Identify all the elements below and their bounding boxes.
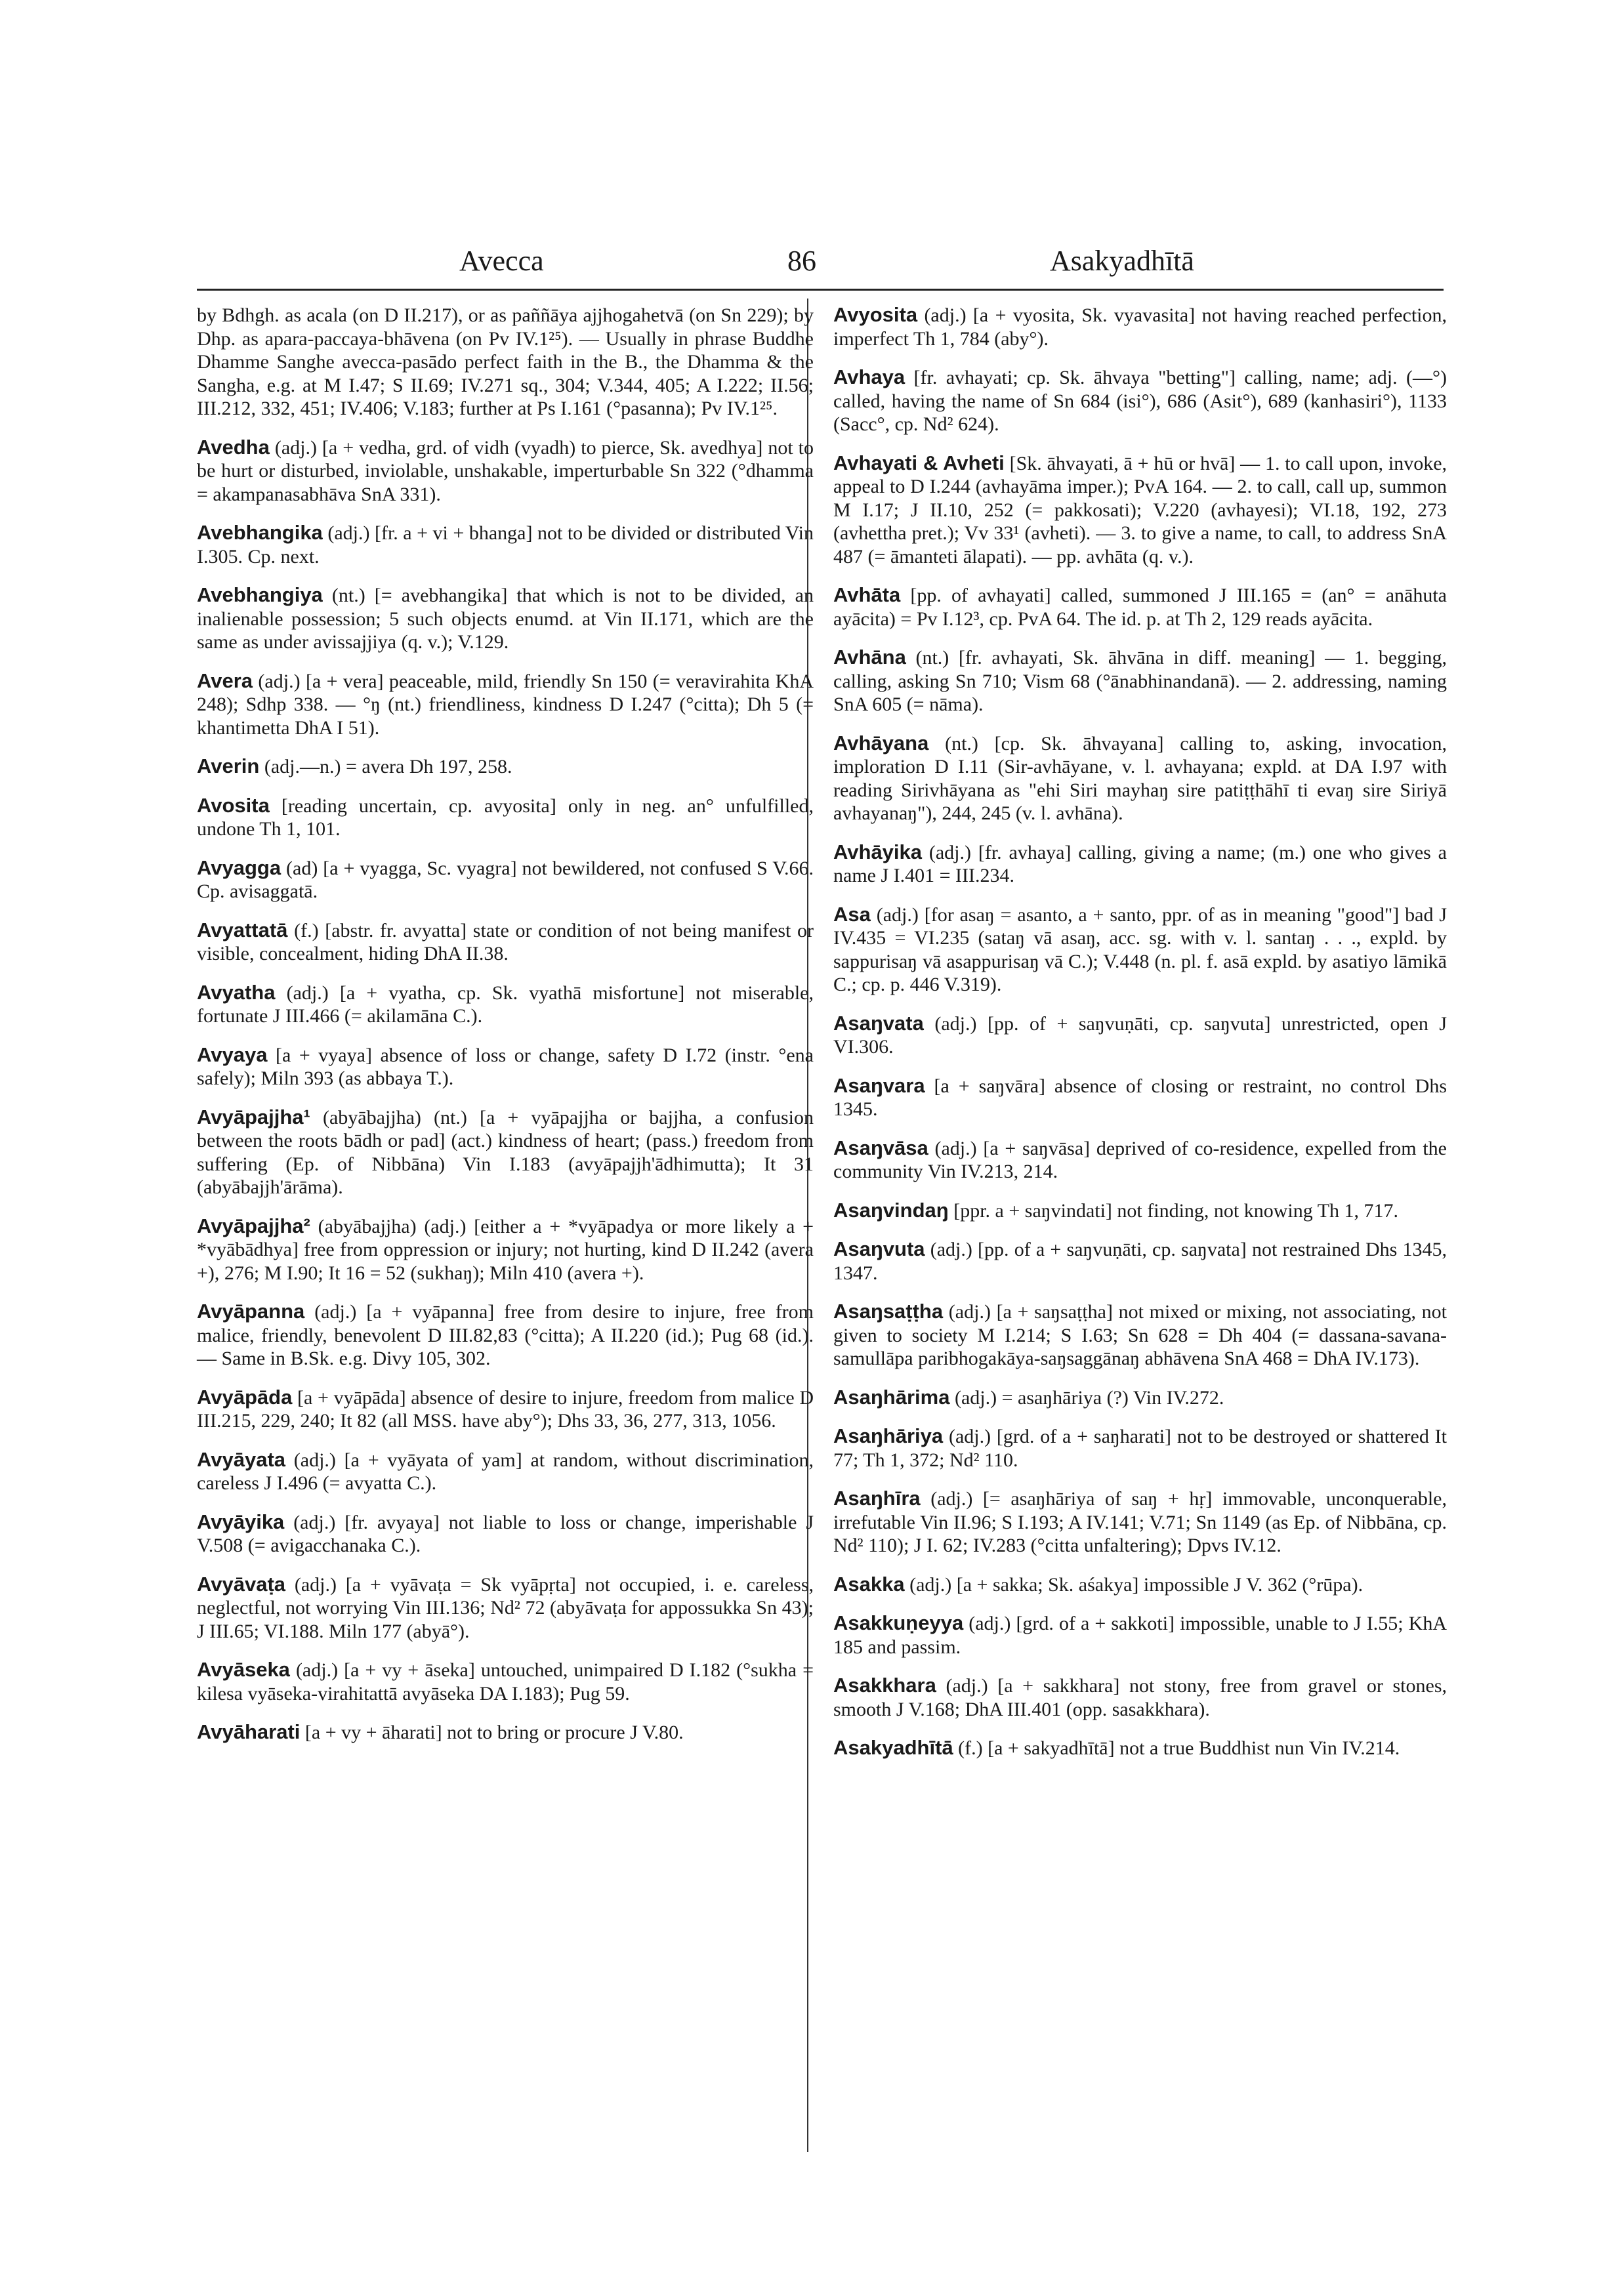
entry-headword: Asaŋvata [833,1011,924,1035]
entry-headword: Avyāyika [197,1510,285,1533]
entry-definition: (nt.) [= avebhangika] that which is not to be divided, an inalienable possession; 5 such objects enumd. at Vin II.171, which are the same as under avissajjiya (q. v.); V.129. [197,585,814,653]
entry-definition: (adj.) [pp. of a + saŋvuṇāti, cp. saŋvata] not restrained Dhs 1345, 1347. [833,1239,1447,1284]
entry-definition: [Sk. āhvayati, ā + hū or hvā] — 1. to call upon, invoke, appeal to D I.244 (avhayāma imper.); PvA 164. — 2. to call, call up, summon M I.17; J II.10, 252 (= pakkosati); V.220 (avhayesi); VI.18, 192, 273 (avhettha pret.); Vv 33¹ (avheti). — 3. to give a name, to call, to address SnA 487 (= āmanteti ālapati). — pp. avhāta (q. v.). [833,452,1447,568]
dictionary-entry [833,1300,1447,1371]
entry-headword: Avyosita [833,303,918,326]
entry-definition: (adj.) [a + vyosita, Sk. vyavasita] not having reached perfection, imperfect Th 1, 784 (aby°). [833,304,1447,350]
entry-headword: Avhaya [833,365,906,388]
entry-headword: Avhāna [833,646,906,669]
entry-headword: Asaŋvindaŋ [833,1198,949,1222]
entry-headword: Avhāta [833,583,901,606]
entry-headword: Avhāyana [833,731,929,755]
dictionary-entry [833,1573,1447,1597]
dictionary-entry [833,1237,1447,1285]
entry-definition: (adj.) [fr. a + vi + bhanga] not to be divided or distributed Vin I.305. Cp. next. [197,522,814,568]
entry-definition: (adj.) [a + saŋsaṭṭha] not mixed or mixing, not associating, not given to society M I.214; S I.63; Sn 628 = Dh 404 (= dassana-savana-samullāpa paribhogakāya-saŋsaggānaŋ abhāvena SnA 468 = DhA IV.173). [833,1301,1447,1369]
dictionary-entry [833,1487,1447,1558]
running-header [197,244,1444,283]
entry-definition: [pp. of avhayati] called, summoned J III.165 = (an° = anāhuta ayācita) = Pv I.12³, cp. PvA 64. The id. p. at Th 2, 129 reads ayācita. [833,585,1447,630]
entry-headword: Asa [833,902,871,926]
dictionary-entry [197,1720,814,1745]
entry-headword: Avebhangika [197,521,323,544]
entry-definition: (adj.) [a + vyāpanna] free from desire to injure, free from malice, friendly, benevolent D III.82,83 (°citta); A II.220 (id.); Pug 68 (id.). — Same in B.Sk. e.g. Divy 105, 302. [197,1301,814,1369]
dictionary-entry [197,1106,814,1199]
entry-headword: Avera [197,669,253,692]
dictionary-entry [197,1510,814,1558]
entry-headword: Avedha [197,435,270,459]
entry-definition: by Bdhgh. as acala (on D II.217), or as paññāya ajjhogahetvā (on Sn 229); by Dhp. as apara-paccaya-bhāvena (on Pv IV.1²⁵). — Usually in phrase Buddhe Dhamme Sanghe avecca-pasādo perfect faith in the B., the Dhamma & the Sangha, e.g. at M I.47; S II.69; IV.271 sq., 304; V.344, 405; A I.222; II.56; III.212, 332, 451; IV.406; V.183; further at Ps I.161 (°pasanna); Pv IV.1²⁵. [197,304,814,419]
entry-headword: Avyaya [197,1043,268,1066]
entry-headword: Averin [197,755,260,777]
dictionary-entry [833,732,1447,825]
entry-definition: [a + vyāpāda] absence of desire to injure, freedom from malice D III.215, 229, 240; It 82 (all MSS. have aby°); Dhs 33, 36, 277, 313, 1056. [197,1386,814,1432]
entry-definition: (adj.) [fr. avyaya] not liable to loss or change, imperishable J V.508 (= avigacchanaka C.). [197,1511,814,1556]
entry-definition: (adj.) [a + vedha, grd. of vidh (vyadh) to pierce, Sk. avedhya] not to be hurt or disturbed, inviolable, unshakable, imperturbable Sn 322 (°dhamma = akampanasabhāva SnA 331). [197,436,814,505]
dictionary-entry [197,1300,814,1371]
entry-headword: Avyāpajjha¹ [197,1105,310,1128]
entry-definition: (adj.) [fr. avhaya] calling, giving a name; (m.) one who gives a name J I.401 = III.234. [833,841,1447,886]
entry-definition: (adj.) [a + vera] peaceable, mild, friendly Sn 150 (= veravirahita KhA 248); Sdhp 338. — °ŋ (nt.) friendliness, kindness D I.247 (°citta); Dh 5 (= khantimetta DhA I 51). [197,670,814,739]
entry-headword: Avyāyata [197,1447,286,1471]
dictionary-entry [197,1448,814,1495]
dictionary-entry [833,1386,1447,1410]
entry-definition: (adj.) [= asaŋhāriya of saŋ + hṛ] immovable, unconquerable, irrefutable Vin II.96; S I.193; A IV.141; V.71; Sn 1149 (as Ep. of Nibbāna, cp. Nd² 110); J I. 62; IV.283 (°citta unfaltering); Dpvs IV.12. [833,1488,1447,1556]
header-left-guideword: Avecca [459,245,544,277]
entry-definition: [reading uncertain, cp. avyosita] only in neg. an° unfulfilled, undone Th 1, 101. [197,795,814,840]
header-right-guideword: Asakyadhītā [1050,245,1194,277]
entry-definition: [a + saŋvāra] absence of closing or restraint, no control Dhs 1345. [833,1075,1447,1120]
entry-definition: (nt.) [fr. avhayati, Sk. āhvāna in diff. meaning] — 1. begging, calling, asking Sn 710; Vism 68 (°ānabhinandanā). — 2. addressing, naming SnA 605 (= nāma). [833,647,1447,715]
dictionary-entry [833,1074,1447,1121]
entry-headword: Avyagga [197,856,281,879]
entry-definition: (adj.) [grd. of a + sakkoti] impossible, unable to J I.55; KhA 185 and passim. [833,1613,1447,1658]
entry-definition: [fr. avhayati; cp. Sk. āhvaya "betting"] calling, name; adj. (—°) called, having the name of Sn 684 (isi°), 686 (Asit°), 689 (kanhasiri°), 1133 (Sacc°, cp. Nd² 624). [833,367,1447,435]
dictionary-entry [197,1658,814,1705]
dictionary-entry [833,1136,1447,1184]
entry-headword: Avyāpajjha² [197,1214,310,1237]
dictionary-entry [833,1674,1447,1721]
entry-headword: Asakyadhītā [833,1736,953,1759]
entry-definition: (adj.) [a + sakka; Sk. aśakya] impossible J V. 362 (°rūpa). [909,1573,1364,1596]
entry-definition: (adj.—n.) = avera Dh 197, 258. [264,756,512,777]
dictionary-entry [197,981,814,1028]
entry-headword: Avyāpanna [197,1300,305,1323]
dictionary-entry [833,583,1447,631]
dictionary-entry [197,919,814,966]
entry-headword: Avyatha [197,980,276,1004]
dictionary-entry [197,521,814,568]
dictionary-entry [197,583,814,654]
dictionary-entry [833,1736,1447,1760]
entry-definition: (adj.) [for asaŋ = asanto, a + santo, ppr. of as in meaning "good"] bad J IV.435 = VI.235 (sataŋ vā asaŋ, acc. sg. with v. l. santaŋ . . ., expld. by sappurisaŋ vā asappurisaŋ vā C.); V.448 (n. pl. f. asā expld. by asatiyo lāmikā C.; cp. p. 446 V.319). [833,903,1447,995]
entry-headword: Asaŋvuta [833,1237,925,1260]
dictionary-entry [197,1386,814,1433]
entry-headword: Avhāyika [833,840,922,863]
entry-headword: Asakka [833,1572,905,1596]
entry-headword: Avyāpāda [197,1385,293,1409]
entry-headword: Avyāseka [197,1658,290,1681]
dictionary-entry [197,1043,814,1090]
entry-headword: Asaŋvāsa [833,1136,928,1159]
dictionary-entry [833,903,1447,997]
dictionary-entry [833,840,1447,888]
entry-headword: Avosita [197,793,270,817]
dictionary-entry [833,303,1447,350]
entry-headword: Asakkuṇeyya [833,1611,964,1634]
entry-headword: Avyattatā [197,918,288,941]
page-number: 86 [787,245,816,277]
dictionary-entry [197,856,814,903]
entry-headword: Avyāharati [197,1720,301,1743]
entry-headword: Avyāvaṭa [197,1572,286,1596]
entry-definition: (adj.) [a + sakkhara] not stony, free from gravel or stones, smooth J V.168; DhA III.401 (opp. sasakkhara). [833,1675,1447,1720]
dictionary-entry [197,669,814,740]
entry-headword: Asaŋhārima [833,1385,950,1409]
entry-headword: Asaŋhīra [833,1487,921,1510]
entry-definition: (f.) [abstr. fr. avyatta] state or condition of not being manifest or visible, concealment, hiding DhA II.38. [197,919,814,964]
entry-definition: (abyābajjha) (nt.) [a + vyāpajjha or bajjha, a confusion between the roots bādh or pad] (act.) kindness of heart; (pass.) freedom from suffering (Ep. of Nibbāna) Vin I.183 (avyāpajjh'ādhimutta); It 31 (abyābajjh'ārāma). [197,1106,814,1198]
entry-definition: [ppr. a + saŋvindati] not finding, not knowing Th 1, 717. [953,1199,1399,1222]
dictionary-entry [197,1573,814,1644]
entry-definition: (f.) [a + sakyadhītā] not a true Buddhist nun Vin IV.214. [958,1737,1400,1759]
entry-headword: Asaŋhāriya [833,1424,944,1447]
dictionary-entry [197,794,814,841]
entry-definition: (adj.) [grd. of a + saŋharati] not to be destroyed or shattered It 77; Th 1, 372; Nd² 110. [833,1426,1447,1471]
dictionary-entry [197,436,814,507]
dictionary-entry [833,1611,1447,1659]
dictionary-entry [833,646,1447,716]
entry-definition: (adj.) [a + vy + āseka] untouched, unimpaired D I.182 (°sukha = kilesa vyāseka-virahitattā avyāseka DA I.183); Pug 59. [197,1659,814,1705]
entry-headword: Asaŋsaṭṭha [833,1300,944,1323]
dictionary-entry [197,755,814,779]
entry-headword: Avebhangiya [197,583,323,606]
entry-definition: (adj.) [a + vyāvaṭa = Sk vyāpṛta] not occupied, i. e. careless, neglectful, not worrying Vin III.136; Nd² 72 (abyāvaṭa for appossukka Sn 43); J III.65; VI.188. Miln 177 (abyā°). [197,1573,814,1642]
right-column [833,303,1447,1775]
entry-definition: (adj.) = asaŋhāriya (?) Vin IV.272. [954,1386,1224,1409]
entry-headword: Asaŋvara [833,1073,925,1097]
dictionary-entry [833,1199,1447,1223]
entry-definition: (adj.) [a + vyatha, cp. Sk. vyathā misfortune] not miserable, fortunate J III.466 (= akilamāna C.). [197,982,814,1027]
dictionary-entry [197,1214,814,1285]
entry-definition: (adj.) [pp. of + saŋvuṇāti, cp. saŋvuta] unrestricted, open J VI.306. [833,1012,1447,1058]
dictionary-entry [833,365,1447,436]
entry-definition: (adj.) [a + vyāyata of yam] at random, without discrimination, careless J I.496 (= avyatta C.). [197,1449,814,1494]
entry-definition: (adj.) [a + saŋvāsa] deprived of co-residence, expelled from the community Vin IV.213, 214. [833,1137,1447,1182]
entry-headword: Asakkhara [833,1674,936,1697]
left-column [197,303,814,1760]
dictionary-entry [833,451,1447,569]
entry-definition: [a + vyaya] absence of loss or change, safety D I.72 (instr. °ena safely); Miln 393 (as abbaya T.). [197,1044,814,1089]
entry-definition: [a + vy + āharati] not to bring or procure J V.80. [304,1722,684,1743]
entry-definition: (ad) [a + vyagga, Sc. vyagra] not bewildered, not confused S V.66. Cp. avisaggatā. [197,857,814,902]
dictionary-entry [833,1424,1447,1472]
entry-definition: (nt.) [cp. Sk. āhvayana] calling to, asking, invocation, imploration D I.11 (Sir-avhāyane, v. l. avhayana; expld. at DA I.97 with reading Sirivhāyana as "ehi Siri mayhaŋ sire patiṭṭhāhī ti evaŋ sire Siriyā avhayanaŋ"), 244, 245 (v. l. avhāna). [833,732,1447,824]
dictionary-entry [833,1012,1447,1059]
entry-headword: Avhayati & Avheti [833,451,1005,474]
entry-definition: (abyābajjha) (adj.) [either a + *vyāpadya or more likely a + *vyābādhya] free from oppression or injury; not hurting, kind D II.242 (avera +), 276; M I.90; It 16 = 52 (sukhaŋ); Miln 410 (avera +). [197,1215,814,1284]
dictionary-entry [197,303,814,421]
header-rule [197,289,1444,291]
